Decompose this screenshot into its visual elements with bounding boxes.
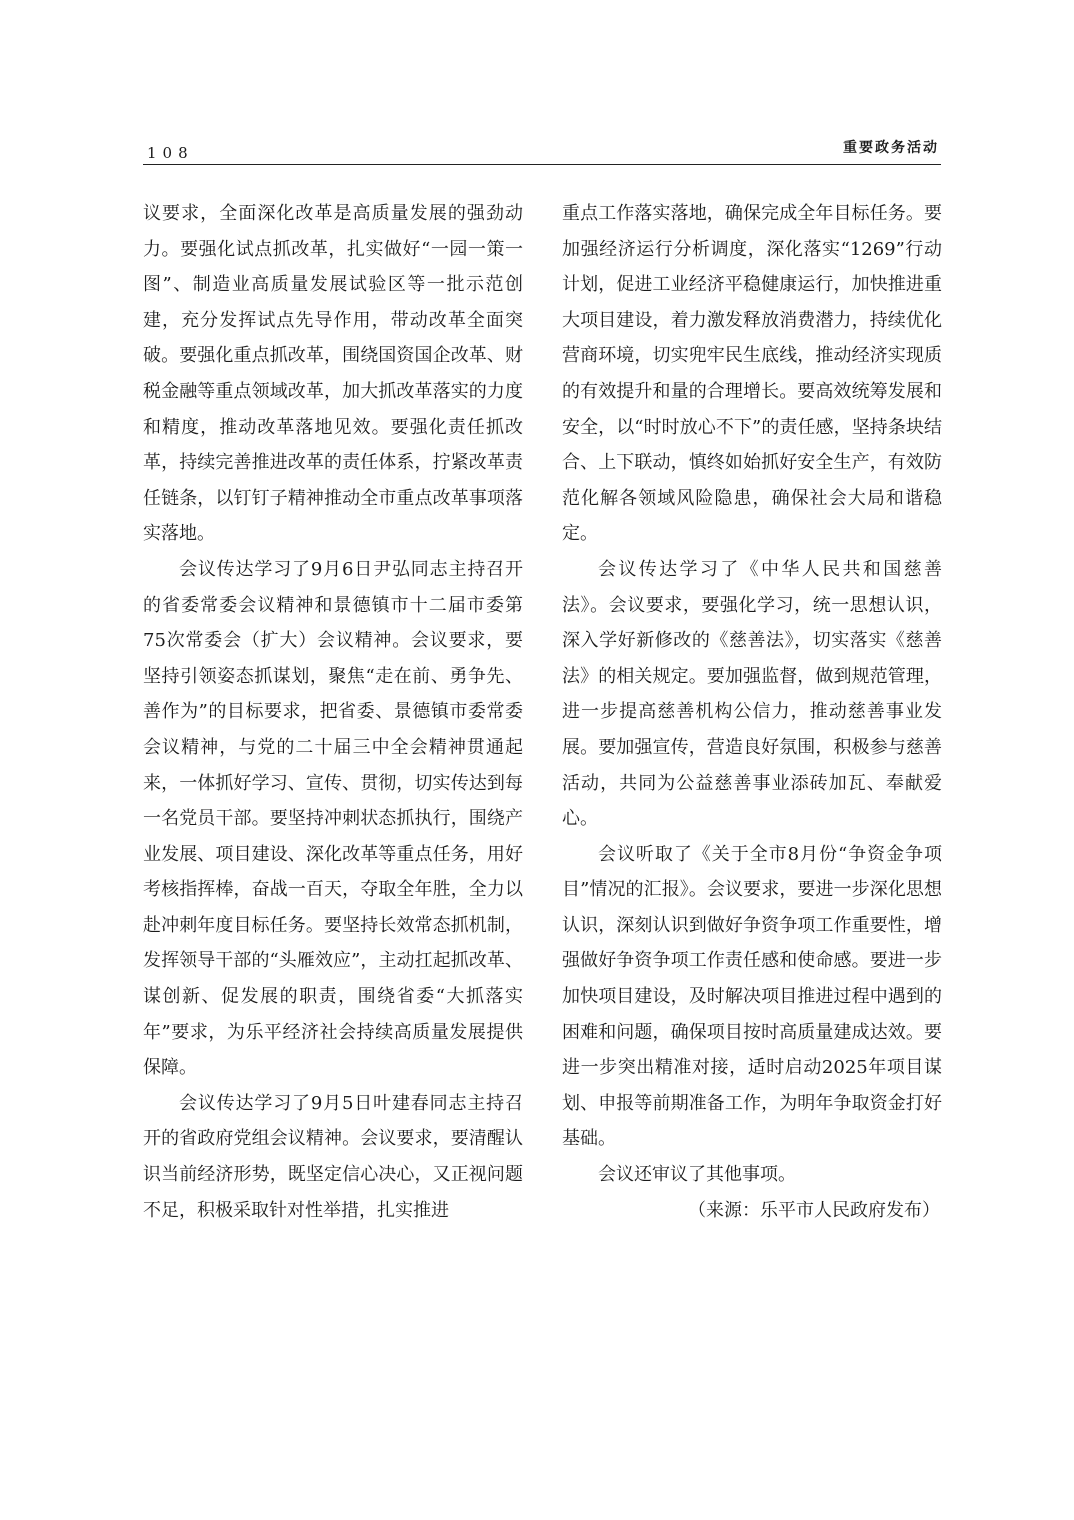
right-column	[562, 196, 942, 1228]
page-header	[143, 134, 941, 165]
page-number: 108	[147, 144, 194, 162]
paragraph: 会议传达学习了《中华人民共和国慈善法》。会议要求，要强化学习，统一思想认识，深入学好新修改的《慈善法》，切实落实《慈善法》的相关规定。要加强监督，做到规范管理，进一步提高慈善机构公信力，推动慈善事业发展。要加强宣传，营造良好氛围，积极参与慈善活动，共同为公益慈善事业添砖加瓦、奉献爱心。	[562, 558, 942, 830]
paragraph: 会议还审议了其他事项。	[598, 1164, 796, 1186]
paragraph: 会议传达学习了9月6日尹弘同志主持召开的省委常委会议精神和景德镇市十二届市委第75次常委会（扩大）会议精神。会议要求，要坚持引领姿态抓谋划，聚焦“走在前、勇争先、善作为”的目标要求，把省委、景德镇市委常委会议精神，与党的二十届三中全会精神贯通起来，一体抓好学习、宣传、贯彻，切实传达到每一名党员干部。要坚持冲刺状态抓执行，围绕产业发展、项目建设、深化改革等重点任务，用好考核指挥棒，奋战一百天，夺取全年胜，全力以赴冲刺年度目标任务。要坚持长效常态抓机制，发挥领导干部的“头雁效应”，主动扛起抓改革、谋创新、促发展的职责，围绕省委“大抓落实年”要求，为乐平经济社会持续高质量发展提供保障。	[143, 558, 523, 1079]
paragraph-continued: 议要求，全面深化改革是高质量发展的强劲动力。要强化试点抓改革，扎实做好“一园一策一图”、制造业高质量发展试验区等一批示范创建，充分发挥试点先导作用，带动改革全面突破。要强化重点抓改革，围绕国资国企改革、财税金融等重点领域改革，加大抓改革落实的力度和精度，推动改革落地见效。要强化责任抓改革，持续完善推进改革的责任体系，拧紧改革责任链条，以钉钉子精神推动全市重点改革事项落实落地。	[143, 203, 523, 545]
paragraph: 会议听取了《关于全市8月份“争资金争项目”情况的汇报》。会议要求，要进一步深化思想认识，深刻认识到做好争资争项工作重要性，增强做好争资争项工作责任感和使命感。要进一步加快项目建设，及时解决项目推进过程中遇到的困难和问题，确保项目按时高质量建成达效。要进一步突出精准对接，适时启动2025年项目谋划、申报等前期准备工作，为明年争取资金打好基础。	[562, 843, 942, 1150]
section-title: 重要政务活动	[843, 140, 939, 156]
source-attribution: （来源：乐平市人民政府发布）	[688, 1199, 940, 1221]
paragraph: 会议传达学习了9月5日叶建春同志主持召开的省政府党组会议精神。会议要求，要清醒认识当前经济形势，既坚定信心决心，又正视问题不足，积极采取针对性举措，扎实推进	[143, 1092, 523, 1221]
left-column	[143, 196, 523, 1228]
paragraph-continued: 重点工作落实落地，确保完成全年目标任务。要加强经济运行分析调度，深化落实“1269”行动计划，促进工业经济平稳健康运行，加快推进重大项目建设，着力激发释放消费潜力，持续优化营商环境，切实兜牢民生底线，推动经济实现质的有效提升和量的合理增长。要高效统筹发展和安全，以“时时放心不下”的责任感，坚持条块结合、上下联动，慎终如始抓好安全生产，有效防范化解各领域风险隐患，确保社会大局和谐稳定。	[562, 203, 942, 545]
